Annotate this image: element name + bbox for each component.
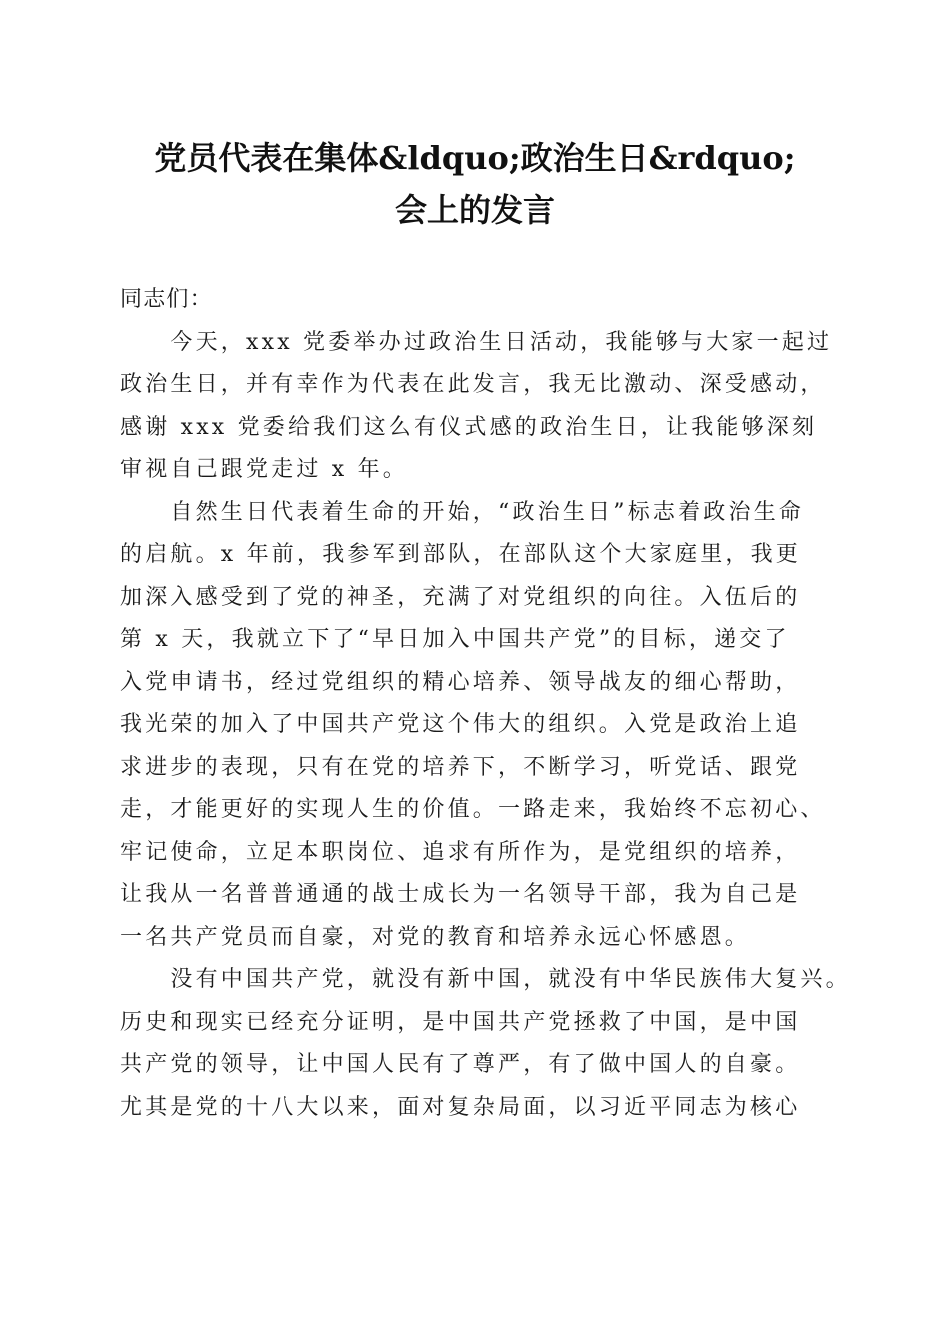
title-line-2: 会上的发言 <box>394 191 555 229</box>
body-line: 感谢 xxx 党委给我们这么有仪式感的政治生日，让我能够深刻 <box>120 414 818 440</box>
body-line: 自然生日代表着生命的开始，“政治生日”标志着政治生命 <box>120 499 805 525</box>
body-line: 让我从一名普普通通的战士成长为一名领导干部，我为自己是 <box>120 882 801 907</box>
body-line: 共产党的领导，让中国人民有了尊严，有了做中国人的自豪。 <box>120 1052 801 1077</box>
body-line: 我光荣的加入了中国共产党这个伟大的组织。入党是政治上追 <box>120 712 801 737</box>
body-line: 牢记使命，立足本职岗位、追求有所作为，是党组织的培养， <box>120 839 801 865</box>
body-line: 政治生日，并有幸作为代表在此发言，我无比激动、深受感动， <box>120 372 826 397</box>
body-line: 加深入感受到了党的神圣，充满了对党组织的向往。入伍后的 <box>120 584 801 610</box>
body-line: 求进步的表现，只有在党的培养下，不断学习，听党话、跟党 <box>120 754 801 780</box>
document-title <box>60 132 890 236</box>
body-line: 第 x 天，我就立下了“早日加入中国共产党”的目标，递交了 <box>120 627 790 652</box>
body-line: 没有中国共产党，就没有新中国，就没有中华民族伟大复兴。 <box>120 967 851 992</box>
salutation: 同志们： <box>120 287 213 312</box>
body-line: 审视自己跟党走过 x 年。 <box>120 457 408 482</box>
body-line: 尤其是党的十八大以来，面对复杂局面，以习近平同志为核心 <box>120 1094 801 1120</box>
body-line: 一名共产党员而自豪，对党的教育和培养永远心怀感恩。 <box>120 924 751 950</box>
body-line: 今天，xxx 党委举办过政治生日活动，我能够与大家一起过 <box>120 329 833 355</box>
body-line: 的启航。x 年前，我参军到部队，在部队这个大家庭里，我更 <box>120 542 802 567</box>
document-body <box>120 279 860 1129</box>
body-line: 走，才能更好的实现人生的价值。一路走来，我始终不忘初心、 <box>120 797 826 822</box>
body-line: 历史和现实已经充分证明，是中国共产党拯救了中国，是中国 <box>120 1009 801 1035</box>
title-line-1: 党员代表在集体&ldquo;政治生日&rdquo; <box>154 139 796 177</box>
body-line: 入党申请书，经过党组织的精心培养、领导战友的细心帮助， <box>120 669 801 695</box>
